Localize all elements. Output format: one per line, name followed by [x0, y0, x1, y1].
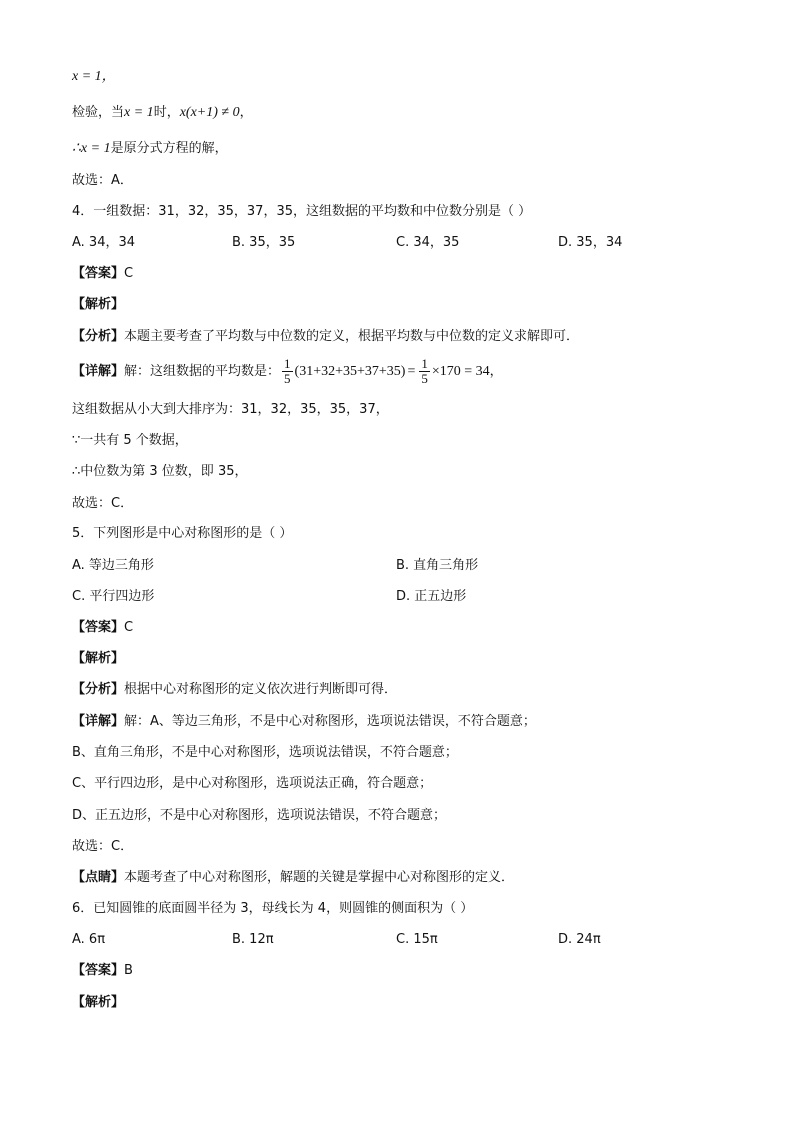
q5-detail-a: 解：A、等边三角形，不是中心对称图形，选项说法错误，不符合题意； [124, 714, 536, 729]
answer-tag: 【答案】 [72, 620, 125, 635]
q4-sorted: 这组数据从小大到大排序为：31，32，35，35，37， [72, 402, 389, 417]
q4-fenxi: 本题主要考查了平均数与中位数的定义，根据平均数与中位数的定义求解即可． [124, 329, 580, 344]
q5-question: 5．下列图形是中心对称图形的是（ ） [72, 526, 293, 541]
q5-fenxi: 根据中心对称图形的定义依次进行判断即可得． [124, 682, 398, 697]
x-equals-line: x = 1， [72, 69, 116, 84]
choose-a-line: 故选：A． [72, 173, 133, 188]
q5-choose: 故选：C． [72, 839, 134, 854]
sum-expr: (31+32+35+37+35) [294, 364, 406, 379]
q4-answer: C [124, 266, 134, 281]
detail-tag: 【详解】 [72, 364, 125, 379]
q5-detail-c: C、平行四边形，是中心对称图形，选项说法正确，符合题意； [72, 776, 433, 791]
q5-answer: C [124, 620, 134, 635]
q4-choose: 故选：C． [72, 496, 134, 511]
q4-detail-line [72, 356, 503, 388]
q5-options-row2 [72, 588, 712, 606]
q5-dianjing-line [72, 869, 514, 887]
therefore-x: ∴x = 1 [72, 141, 111, 156]
q6-option-a: A. 6π [72, 932, 106, 947]
q5-detail-b: B、直角三角形，不是中心对称图形，选项说法错误，不符合题意； [72, 745, 458, 760]
q4-option-b: B. 35，35 [232, 235, 296, 250]
q5-analysis-tag: 【解析】 [72, 651, 125, 666]
frac1-den: 5 [284, 371, 291, 386]
check-end: ， [239, 105, 253, 120]
fraction-one-fifth-2 [419, 357, 430, 386]
q4-answer-line [72, 265, 133, 283]
q5-option-d: D. 正五边形 [396, 589, 467, 604]
frac2-den: 5 [421, 371, 428, 386]
q6-option-c: C. 15π [396, 932, 438, 947]
check-expr: x(x+1) ≠ 0 [179, 105, 240, 120]
q4-option-c: C. 34，35 [396, 235, 460, 250]
q5-detail-a-line [72, 713, 536, 731]
frac1-num: 1 [284, 356, 291, 371]
therefore-line [72, 140, 228, 158]
q6-option-d: D. 24π [558, 932, 601, 947]
q4-detail-end: ， [489, 364, 503, 379]
fenxi-tag: 【分析】 [72, 682, 125, 697]
q5-fenxi-line [72, 681, 397, 699]
dianjing-tag: 【点睛】 [72, 870, 125, 885]
q4-option-a: A. 34，34 [72, 235, 136, 250]
check-prefix: 检验，当 [72, 105, 125, 120]
fraction-one-fifth [282, 357, 293, 386]
times-expr: ×170 = 34 [431, 364, 490, 379]
q5-answer-line [72, 619, 133, 637]
answer-tag: 【答案】 [72, 963, 125, 978]
q5-option-b: B. 直角三角形 [396, 558, 479, 573]
q6-answer: B [124, 963, 133, 978]
q5-dianjing: 本题考查了中心对称图形，解题的关键是掌握中心对称图形的定义． [124, 870, 515, 885]
q5-options-row1 [72, 557, 712, 575]
q4-detail-prefix: 解：这组数据的平均数是： [124, 364, 281, 379]
q4-question: 4．一组数据：31，32，35，37，35，这组数据的平均数和中位数分别是（ ） [72, 204, 532, 219]
therefore-text: 是原分式方程的解， [110, 141, 228, 156]
q6-option-b: B. 12π [232, 932, 274, 947]
q4-option-d: D. 35，34 [558, 235, 623, 250]
equals-sign: = [407, 364, 416, 379]
q6-analysis-tag: 【解析】 [72, 995, 125, 1010]
check-mid: 时， [153, 105, 180, 120]
fenxi-tag: 【分析】 [72, 329, 125, 344]
q5-option-a: A. 等边三角形 [72, 558, 154, 573]
check-line [72, 104, 253, 122]
q4-fenxi-line [72, 328, 579, 346]
q4-options [72, 234, 712, 252]
frac2-num: 1 [421, 356, 428, 371]
q4-analysis-tag: 【解析】 [72, 297, 125, 312]
q6-answer-line [72, 962, 133, 980]
q6-question: 6．已知圆锥的底面圆半径为 3，母线长为 4，则圆锥的侧面积为（ ） [72, 901, 474, 916]
detail-tag: 【详解】 [72, 714, 125, 729]
q4-median: ∴中位数为第 3 位数，即 35， [72, 464, 248, 479]
check-x: x = 1 [124, 105, 154, 120]
q4-count: ∵一共有 5 个数据， [72, 433, 188, 448]
answer-tag: 【答案】 [72, 266, 125, 281]
q5-detail-d: D、正五边形，不是中心对称图形，选项说法错误，不符合题意； [72, 808, 447, 823]
q5-option-c: C. 平行四边形 [72, 589, 155, 604]
q6-options [72, 931, 712, 949]
